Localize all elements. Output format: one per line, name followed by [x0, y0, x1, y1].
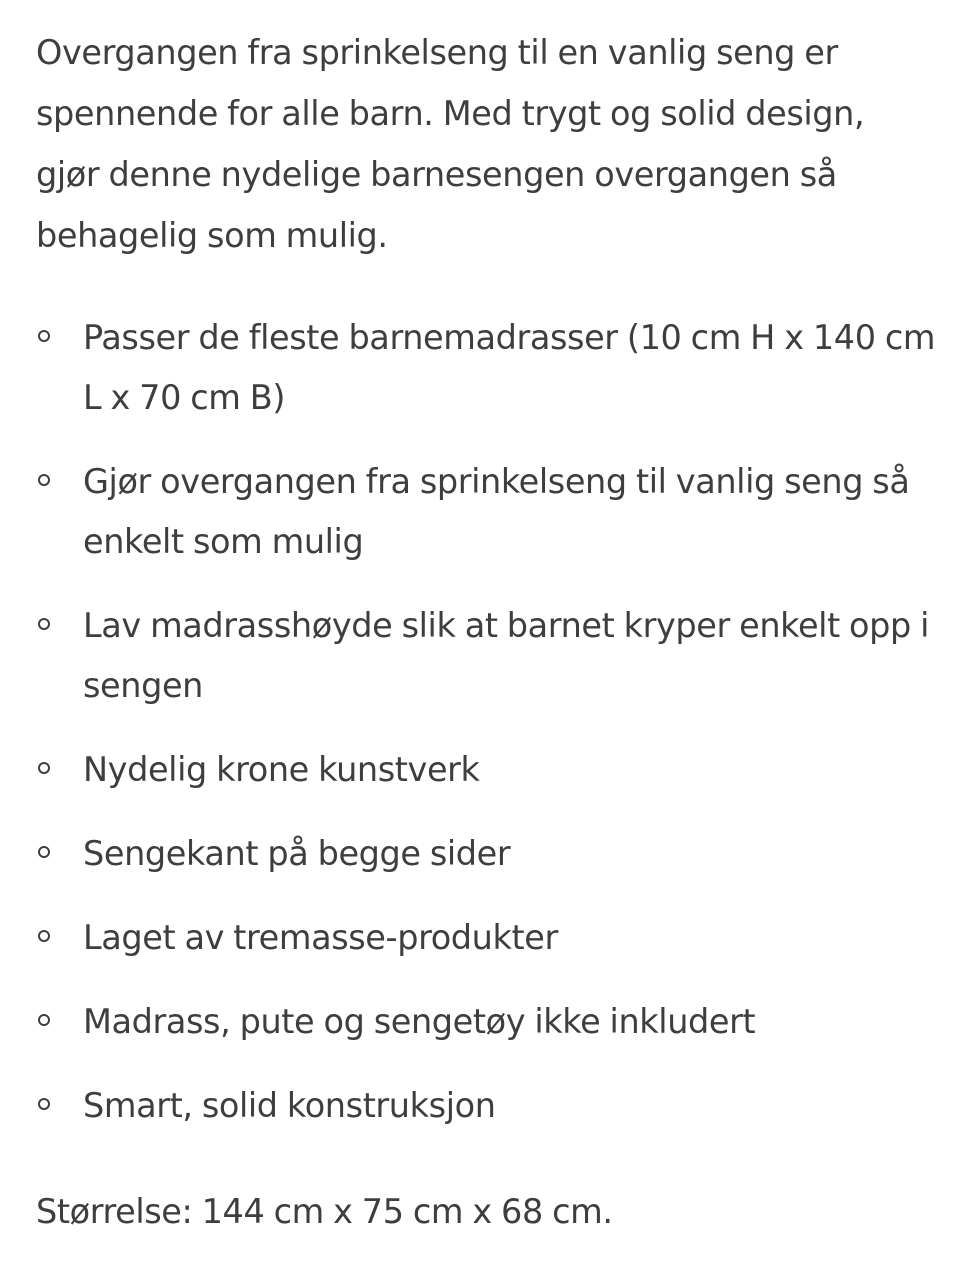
- feature-text: Smart, solid konstruksjon: [83, 1086, 496, 1125]
- feature-item: [36, 1076, 936, 1136]
- feature-text: Sengekant på begge sider: [83, 834, 511, 873]
- feature-item: [36, 992, 936, 1052]
- feature-text: Gjør overgangen fra sprinkelseng til vanlig seng så enkelt som mulig: [83, 462, 910, 561]
- feature-item: [36, 908, 936, 968]
- feature-list: [36, 308, 936, 1160]
- hollow-circle-icon: [38, 330, 50, 342]
- feature-item: [36, 596, 936, 716]
- feature-item: [36, 740, 936, 800]
- feature-text: Laget av tremasse-produkter: [83, 918, 558, 957]
- hollow-circle-icon: [38, 762, 50, 774]
- size-info: Størrelse: 144 cm x 75 cm x 68 cm.: [36, 1192, 613, 1231]
- feature-item: [36, 308, 936, 428]
- feature-text: Nydelig krone kunstverk: [83, 750, 480, 789]
- hollow-circle-icon: [38, 1098, 50, 1110]
- hollow-circle-icon: [38, 1014, 50, 1026]
- feature-item: [36, 452, 936, 572]
- hollow-circle-icon: [38, 930, 50, 942]
- feature-text: Passer de fleste barnemadrasser (10 cm H x 140 cm L x 70 cm B): [83, 318, 936, 417]
- hollow-circle-icon: [38, 846, 50, 858]
- feature-text: Lav madrasshøyde slik at barnet kryper enkelt opp i sengen: [83, 606, 930, 705]
- feature-text: Madrass, pute og sengetøy ikke inkludert: [83, 1002, 756, 1041]
- feature-item: [36, 824, 936, 884]
- intro-paragraph: Overgangen fra sprinkelseng til en vanlig seng er spennende for alle barn. Med trygt og solid design, gjør denne nydelige barnesengen overgangen så behagelig som mulig.: [36, 33, 865, 255]
- product-description: [36, 22, 936, 266]
- hollow-circle-icon: [38, 618, 50, 630]
- hollow-circle-icon: [38, 474, 50, 486]
